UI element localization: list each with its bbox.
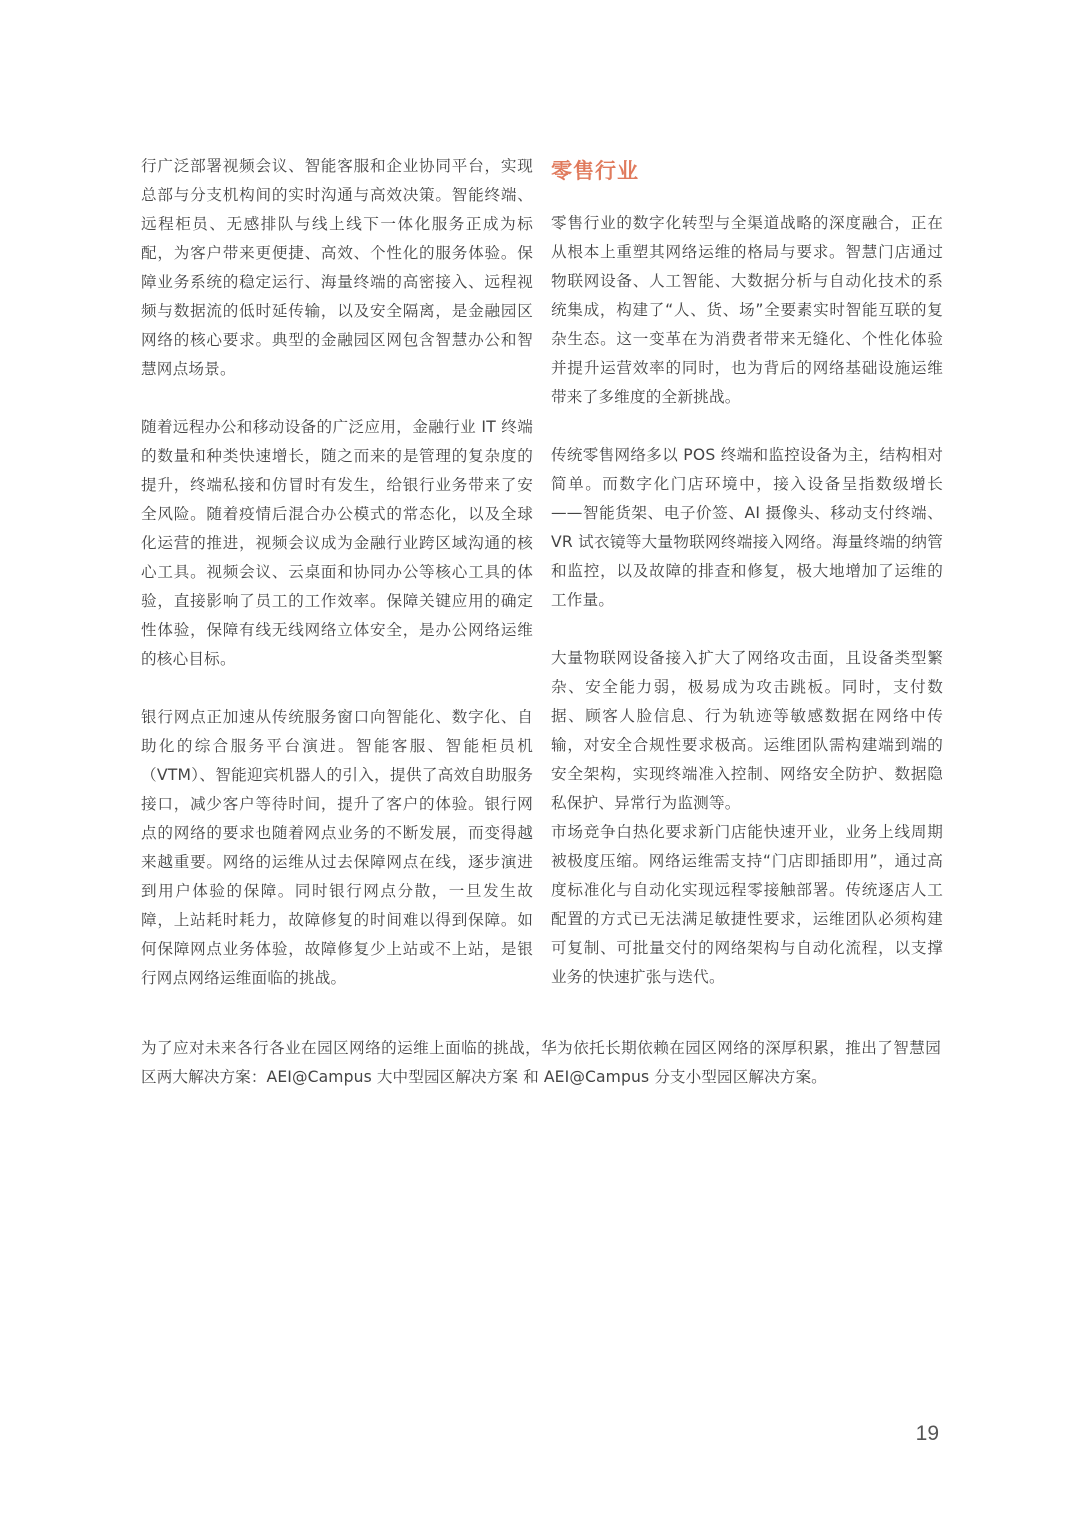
right-paragraph-2: 传统零售网络多以 POS 终端和监控设备为主，结构相对简单。而数字化门店环境中，接入设备呈指数级增长——智能货架、电子价签、AI 摄像头、移动支付终端、VR 试衣镜等大量物联网终端接入网络。海量终端的纳管和监控，以及故障的排查和修复，极大地增加了运维的工作量。 [551,446,943,609]
left-paragraph-2: 随着远程办公和移动设备的广泛应用，金融行业 IT 终端的数量和种类快速增长，随之而来的是管理的复杂度的提升，终端私接和仿冒时有发生，给银行业务带来了安全风险。随着疫情后混合办公模式的常态化，以及全球化运营的推进，视频会议成为金融行业跨区域沟通的核心工具。视频会议、云桌面和协同办公等核心工具的体验，直接影响了员工的工作效率。保障关键应用的确定性体验，保障有线无线网络立体安全，是办公网络运维的核心目标。 [141,418,533,668]
summary-paragraph: 为了应对未来各行各业在园区网络的运维上面临的挑战，华为依托长期依赖在园区网络的深厚积累，推出了智慧园区两大解决方案：AEI@Campus 大中型园区解决方案 和 AEI@Campus 分支小型园区解决方案。 [141,1039,941,1086]
left-paragraph-3: 银行网点正加速从传统服务窗口向智能化、数字化、自助化的综合服务平台演进。智能客服、智能柜员机（VTM）、智能迎宾机器人的引入，提供了高效自助服务接口，减少客户等待时间，提升了客户的体验。银行网点的网络的要求也随着网点业务的不断发展，而变得越来越重要。网络的运维从过去保障网点在线，逐步演进到用户体验的保障。同时银行网点分散，一旦发生故障，上站耗时耗力，故障修复的时间难以得到保障。如何保障网点业务体验，故障修复少上站或不上站，是银行网点网络运维面临的挑战。 [141,708,533,987]
section-title-retail: 零售行业 [551,159,639,183]
right-paragraph-3: 大量物联网设备接入扩大了网络攻击面，且设备类型繁杂、安全能力弱，极易成为攻击跳板。同时，支付数据、顾客人脸信息、行为轨迹等敏感数据在网络中传输，对安全合规性要求极高。运维团队需构建端到端的安全架构，实现终端准入控制、网络安全防护、数据隐私保护、异常行为监测等。 [551,649,943,812]
right-paragraph-1: 零售行业的数字化转型与全渠道战略的深度融合，正在从根本上重塑其网络运维的格局与要求。智慧门店通过物联网设备、人工智能、大数据分析与自动化技术的系统集成，构建了“人、货、场”全要素实时智能互联的复杂生态。这一变革在为消费者带来无缝化、个性化体验并提升运营效率的同时，也为背后的网络基础设施运维带来了多维度的全新挑战。 [551,214,943,406]
left-paragraph-1: 行广泛部署视频会议、智能客服和企业协同平台，实现总部与分支机构间的实时沟通与高效决策。智能终端、远程柜员、无感排队与线上线下一体化服务正成为标配，为客户带来更便捷、高效、个性化的服务体验。保障业务系统的稳定运行、海量终端的高密接入、远程视频与数据流的低时延传输，以及安全隔离，是金融园区网络的核心要求。典型的金融园区网包含智慧办公和智慧网点场景。 [141,157,533,378]
right-paragraph-4: 市场竞争白热化要求新门店能快速开业，业务上线周期被极度压缩。网络运维需支持“门店即插即用”，通过高度标准化与自动化实现远程零接触部署。传统逐店人工配置的方式已无法满足敏捷性要求，运维团队必须构建可复制、可批量交付的网络架构与自动化流程，以支撑业务的快速扩张与迭代。 [551,823,943,986]
left-column [141,152,533,993]
right-column [551,152,943,992]
page-number: 19 [915,1422,939,1445]
